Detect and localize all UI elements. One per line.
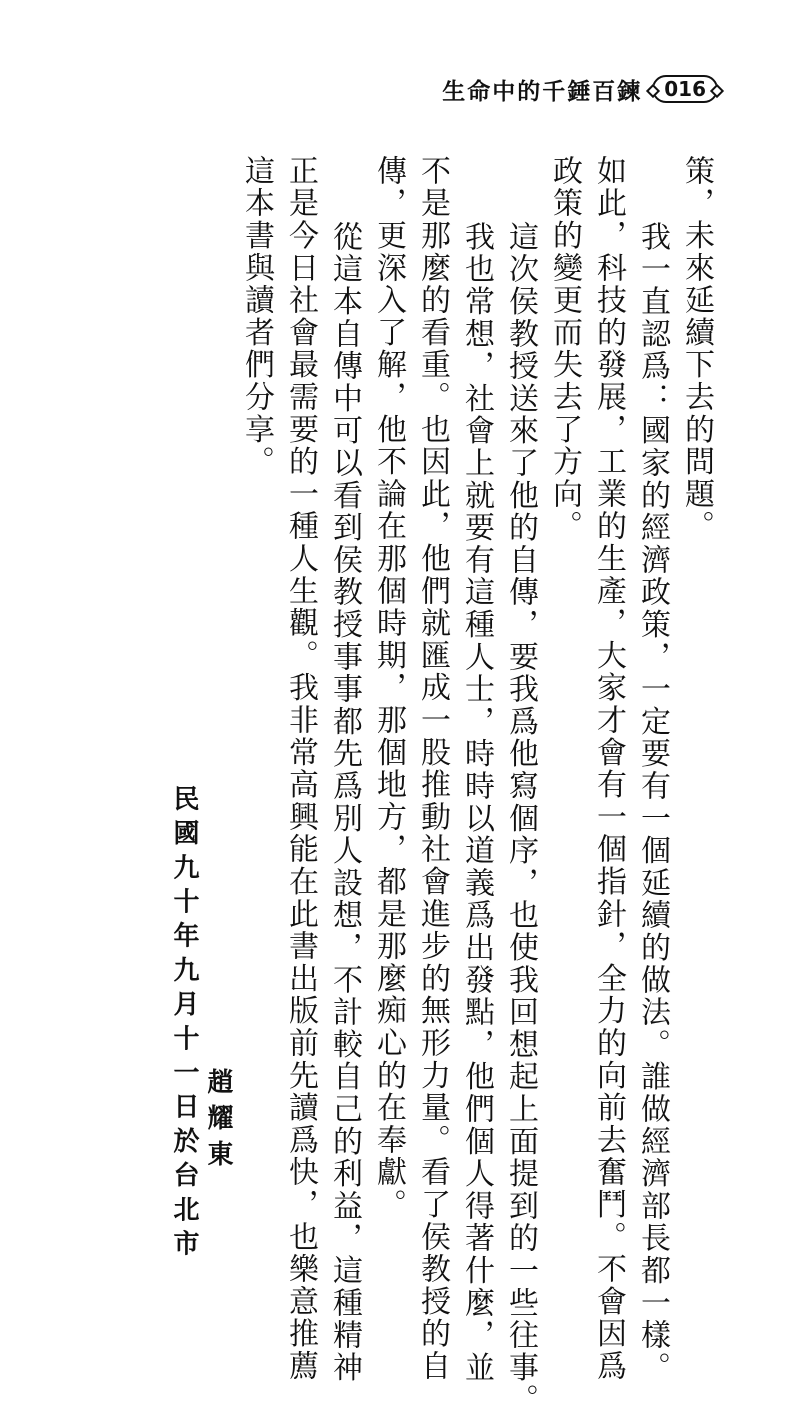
running-header: [442, 72, 718, 106]
text-column-11: 這本書與讀者們分享。: [239, 155, 274, 478]
page-number: 016: [652, 75, 718, 103]
text-column-6: 我也常想，社會上就要有這種人士，時時以道義爲出發點，他們個人得著什麼，並: [459, 221, 494, 1384]
text-column-3: 如此，科技的發展，工業的生產，大家才會有一個指針，全力的向前去奮鬥。不會因爲: [591, 155, 626, 1383]
text-column-5: 這次侯教授送來了他的自傳，要我爲他寫個序，也使我回想起上面提到的一些往事。: [503, 221, 538, 1416]
book-title: 生命中的千錘百鍊: [442, 78, 643, 105]
text-column-9: 從這本自傳中可以看到侯教授事事都先爲別人設想，不計較自己的利益，這種精神: [327, 221, 362, 1384]
text-column-4: 政策的變更而失去了方向。: [547, 155, 582, 543]
text-column-2: 我一直認爲：國家的經濟政策，一定要有一個延續的做法。誰做經濟部長都一樣。: [635, 221, 670, 1384]
signature-date: 民國九十年九月十一日於台北市: [169, 785, 199, 1264]
text-column-1: 策，未來延續下去的問題。: [679, 155, 714, 543]
text-column-10: 正是今日社會最需要的一種人生觀。我非常高興能在此書出版前先讀爲快，也樂意推薦: [283, 155, 318, 1383]
text-column-7: 不是那麼的看重。也因此，他們就匯成一股推動社會進步的無形力量。看了侯教授的自: [415, 155, 450, 1383]
text-column-8: 傳，更深入了解，他不論在那個時期，那個地方，都是那麼痴心的在奉獻。: [371, 155, 406, 1221]
author-signature: 趙耀東: [203, 1068, 233, 1176]
